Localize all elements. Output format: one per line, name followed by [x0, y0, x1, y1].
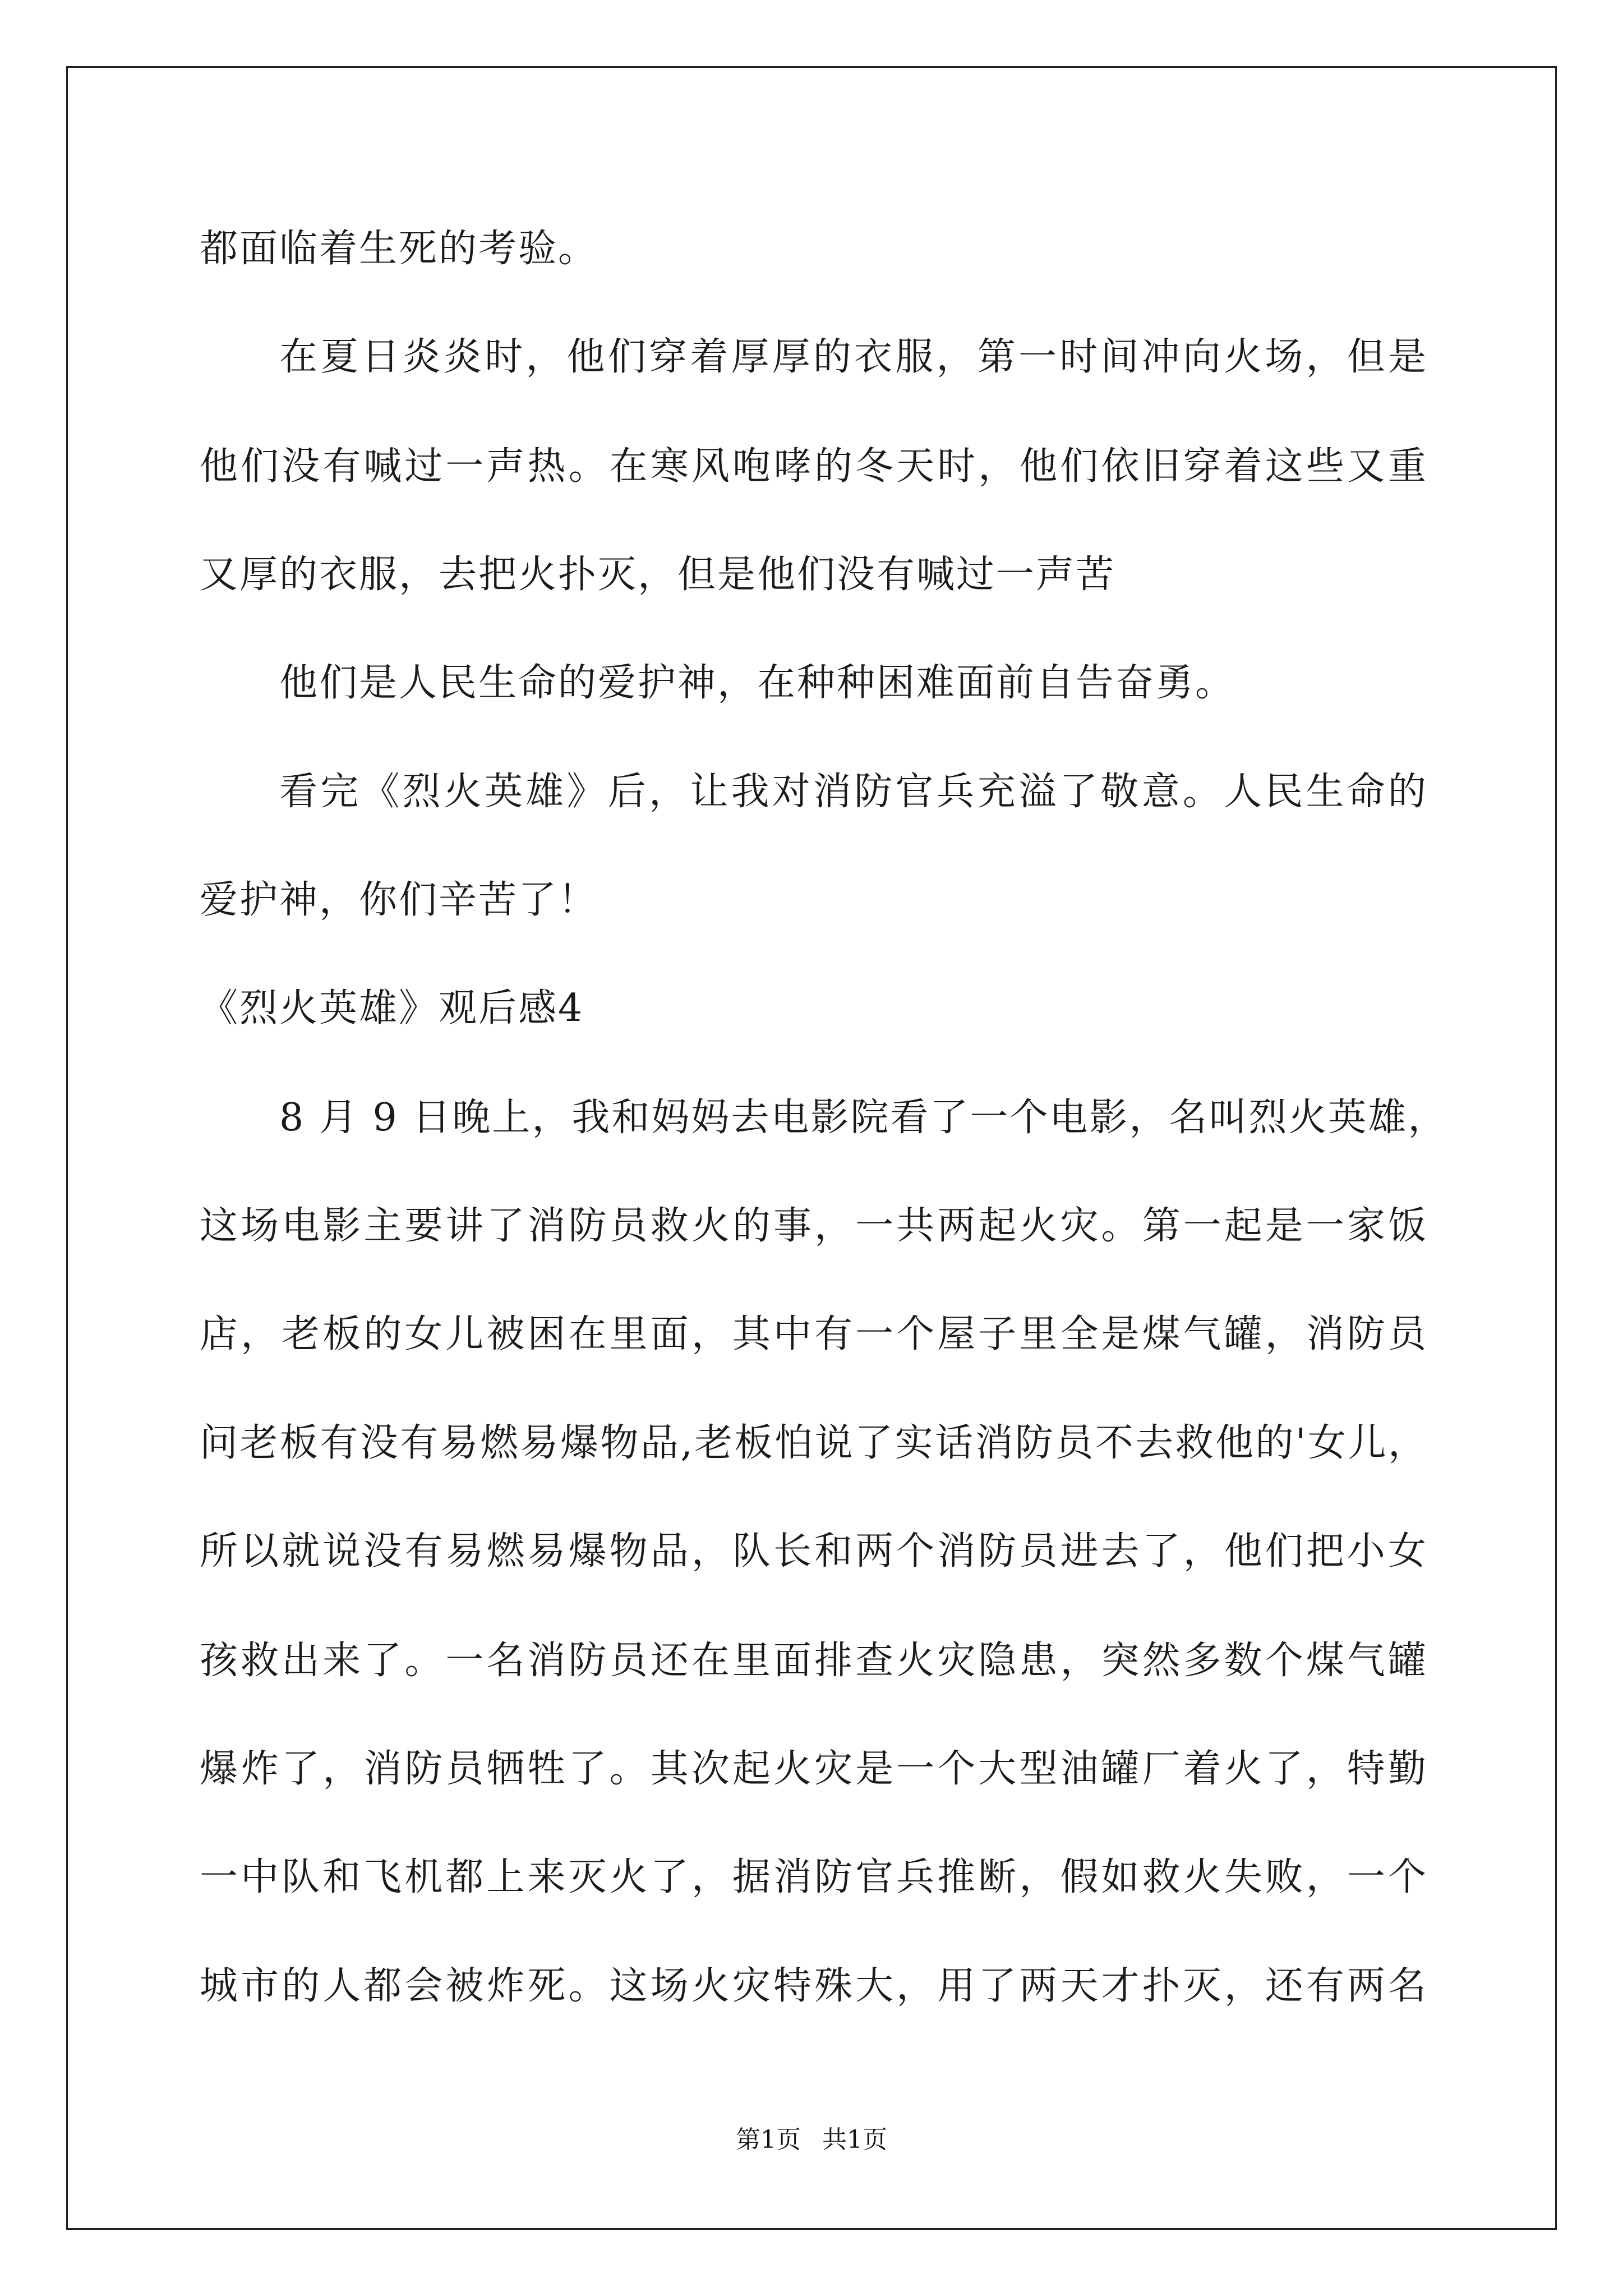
- body-line: 店，老板的女儿被困在里面，其中有一个屋子里全是煤气罐，消防员: [200, 1312, 1428, 1356]
- body-line: 爆炸了，消防员牺牲了。其次起火灾是一个大型油罐厂着火了，特勤: [200, 1747, 1428, 1791]
- paragraph-start-line: 看完《烈火英雄》后，让我对消防官兵充溢了敬意。人民生命的: [279, 770, 1428, 814]
- body-line: 这场电影主要讲了消防员救火的事，一共两起火灾。第一起是一家饭: [200, 1204, 1428, 1248]
- body-line: 孩救出来了。一名消防员还在里面排查火灾隐患，突然多数个煤气罐: [200, 1639, 1428, 1683]
- body-line: 一中队和飞机都上来灭火了，据消防官兵推断，假如救火失败，一个: [200, 1855, 1428, 1899]
- body-line: 他们没有喊过一声热。在寒风咆哮的冬天时，他们依旧穿着这些又重: [200, 444, 1428, 489]
- page-total: 共1页: [822, 2125, 887, 2154]
- body-line: 所以就说没有易燃易爆物品，队长和两个消防员进去了，他们把小女: [200, 1529, 1428, 1573]
- body-line: 又厚的衣服，去把火扑灭，但是他们没有喊过一声苦: [200, 553, 1116, 597]
- paragraph-start-line: 他们是人民生命的爱护神，在种种困难面前自告奋勇。: [279, 661, 1235, 705]
- page-number: 第1页: [736, 2125, 801, 2154]
- body-line: 都面临着生死的考验。: [200, 227, 598, 271]
- body-line: 爱护神，你们辛苦了！: [200, 878, 598, 922]
- body-line: 城市的人都会被炸死。这场火灾特殊大，用了两天才扑灭，还有两名: [200, 1964, 1428, 2008]
- page-footer: [0, 2124, 1623, 2156]
- paragraph-start-line: 在夏日炎炎时，他们穿着厚厚的衣服，第一时间冲向火场，但是: [279, 335, 1428, 379]
- section-heading: 《烈火英雄》观后感4: [200, 986, 584, 1030]
- body-line: 问老板有没有易燃易爆物品,老板怕说了实话消防员不去救他的'女儿，: [200, 1421, 1428, 1465]
- paragraph-start-line: 8 月 9 日晚上，我和妈妈去电影院看了一个电影，名叫烈火英雄，: [279, 1096, 1448, 1140]
- page-border: [66, 66, 1557, 2230]
